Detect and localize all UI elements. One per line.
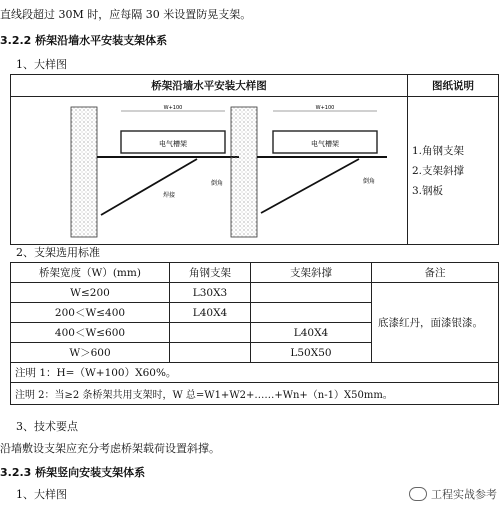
subheading-tech-points: 3、技术要点 bbox=[16, 420, 78, 433]
figure-title: 桥架沿墙水平安装大样图 bbox=[11, 75, 408, 97]
header-angle: 角钢支架 bbox=[170, 263, 251, 283]
row2-angle: L40X4 bbox=[170, 303, 251, 323]
row4-brace: L50X50 bbox=[251, 343, 372, 363]
width-label-left: W+100 bbox=[163, 105, 183, 111]
tray-label-right: 电气槽架 bbox=[311, 140, 339, 148]
row3-brace: L40X4 bbox=[251, 323, 372, 343]
header-remark: 备注 bbox=[372, 263, 499, 283]
section-heading-322: 3.2.2 桥架沿墙水平安装支架体系 bbox=[0, 34, 168, 47]
legend-cell bbox=[408, 97, 499, 245]
row4-angle bbox=[170, 343, 251, 363]
section-heading-323: 3.2.3 桥架竖向安装支架体系 bbox=[0, 466, 146, 479]
row1-width: W≤200 bbox=[11, 283, 170, 303]
watermark bbox=[409, 486, 497, 502]
tray-label-left: 电气槽架 bbox=[159, 140, 187, 148]
row2-brace bbox=[251, 303, 372, 323]
row3-width: 400＜W≤600 bbox=[11, 323, 170, 343]
watermark-text: 工程实战参考 bbox=[431, 488, 497, 501]
figure-table bbox=[10, 74, 499, 245]
legend-item-3: 3.钢板 bbox=[412, 184, 444, 197]
row2-width: 200＜W≤400 bbox=[11, 303, 170, 323]
brace-right bbox=[261, 159, 359, 213]
header-brace: 支架斜撑 bbox=[251, 263, 372, 283]
row3-angle bbox=[170, 323, 251, 343]
row4-width: W＞600 bbox=[11, 343, 170, 363]
subheading-selection: 2、支架选用标准 bbox=[16, 246, 100, 259]
wechat-icon bbox=[409, 487, 427, 501]
tech-point-text: 沿墙敷设支架应充分考虑桥架载荷设置斜撑。 bbox=[0, 442, 220, 455]
angle-label-left: 倒角 bbox=[211, 180, 224, 187]
wall-right bbox=[231, 107, 257, 237]
legend-title: 图纸说明 bbox=[408, 75, 499, 97]
header-width: 桥架宽度（W）(mm) bbox=[11, 263, 170, 283]
right-detail bbox=[231, 105, 387, 237]
subheading-detail-drawing-2: 1、大样图 bbox=[16, 488, 67, 501]
width-label-right: W+100 bbox=[315, 105, 335, 111]
bracket-drawing bbox=[11, 97, 407, 241]
angle-label-right: 倒角 bbox=[363, 178, 376, 185]
left-detail bbox=[71, 105, 239, 237]
row1-angle: L30X3 bbox=[170, 283, 251, 303]
brace-left bbox=[101, 159, 197, 215]
remark-cell: 底漆红丹，面漆银漆。 bbox=[372, 283, 499, 363]
wall-left bbox=[71, 107, 97, 237]
legend-item-2: 2.支架斜撑 bbox=[412, 164, 465, 177]
intro-line: 直线段超过 30M 时，应每隔 30 米设置防晃支架。 bbox=[0, 8, 252, 21]
row1-brace bbox=[251, 283, 372, 303]
figure-drawing-cell bbox=[11, 97, 408, 245]
note-2: 注明 2：当≥2 条桥架共用支架时，W 总=W1+W2+……+Wn+（n-1）X50mm。 bbox=[11, 383, 499, 405]
subheading-detail-drawing: 1、大样图 bbox=[16, 58, 67, 71]
note-1: 注明 1：H=（W+100）X60%。 bbox=[11, 363, 499, 383]
weld-label-left: 焊接 bbox=[163, 192, 176, 199]
legend-item-1: 1.角钢支架 bbox=[412, 144, 465, 157]
spec-table bbox=[10, 262, 499, 405]
